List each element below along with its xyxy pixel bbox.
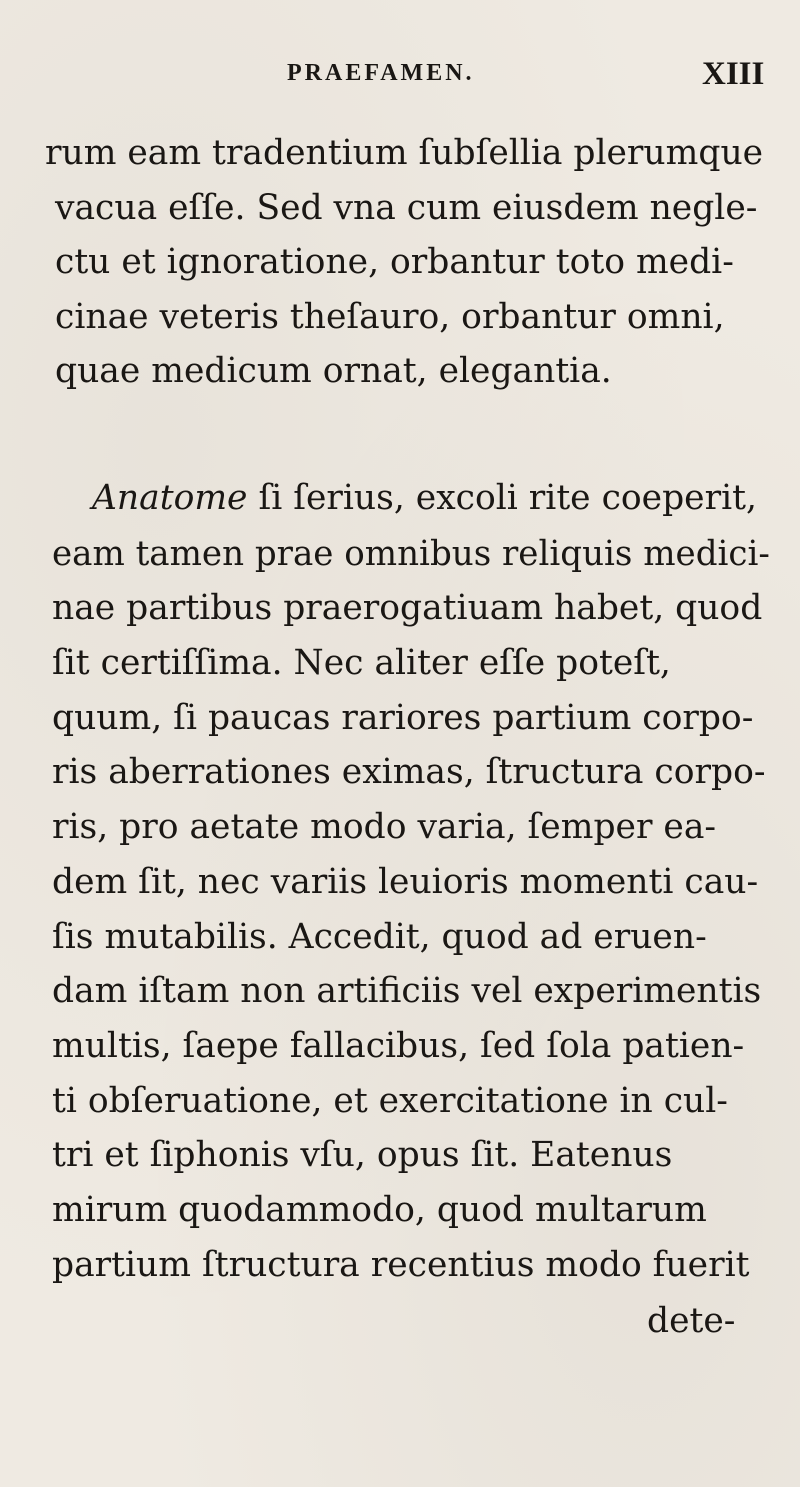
text-line: vacua eſſe. Sed vna cum eiusdem negle-: [55, 188, 758, 228]
text-line: quae medicum ornat, elegantia.: [55, 351, 612, 391]
text-line-first: [92, 478, 757, 518]
text-line: ctu et ignoratione, orbantur toto medi-: [55, 242, 734, 282]
text-line: cinae veteris theſauro, orbantur omni,: [55, 297, 725, 337]
text-line: eam tamen prae omnibus reliquis medici-: [52, 534, 770, 574]
text-line: rum eam tradentium ſubſellia plerumque: [45, 133, 764, 173]
running-title: PRAEFAMEN.: [287, 60, 475, 86]
first-line-rest: ſi ſerius, excoli rite coeperit,: [247, 478, 757, 518]
text-line: quum, ſi paucas rariores partium corpo-: [52, 698, 754, 738]
text-line: ris aberrationes eximas, ſtructura corpo-: [52, 752, 766, 792]
text-line: ti obſeruatione, et exercitatione in cul-: [52, 1081, 728, 1121]
text-line: ſis mutabilis. Accedit, quod ad eruen-: [52, 917, 707, 957]
text-line: tri et ſiphonis vſu, opus ſit. Eatenus: [52, 1135, 673, 1175]
text-line: nae partibus praerogatiuam habet, quod: [52, 588, 763, 628]
text-line: dem ſit, nec variis leuioris momenti cau-: [52, 862, 759, 902]
text-line: mirum quodammodo, quod multarum: [52, 1190, 707, 1230]
text-line: ris, pro aetate modo varia, ſemper ea-: [52, 807, 717, 847]
initial-word: Anatome: [92, 478, 248, 518]
page-header: [0, 56, 800, 96]
text-line: multis, ſaepe fallacibus, ſed ſola patien-: [52, 1026, 745, 1066]
page-number: XIII: [702, 56, 765, 92]
catchword: dete-: [647, 1301, 736, 1341]
text-line: partium ſtructura recentius modo fuerit: [52, 1245, 750, 1285]
text-line: ſit certiſſima. Nec aliter eſſe poteſt,: [52, 643, 671, 683]
text-line: dam iſtam non artificiis vel experimentis: [52, 971, 762, 1011]
